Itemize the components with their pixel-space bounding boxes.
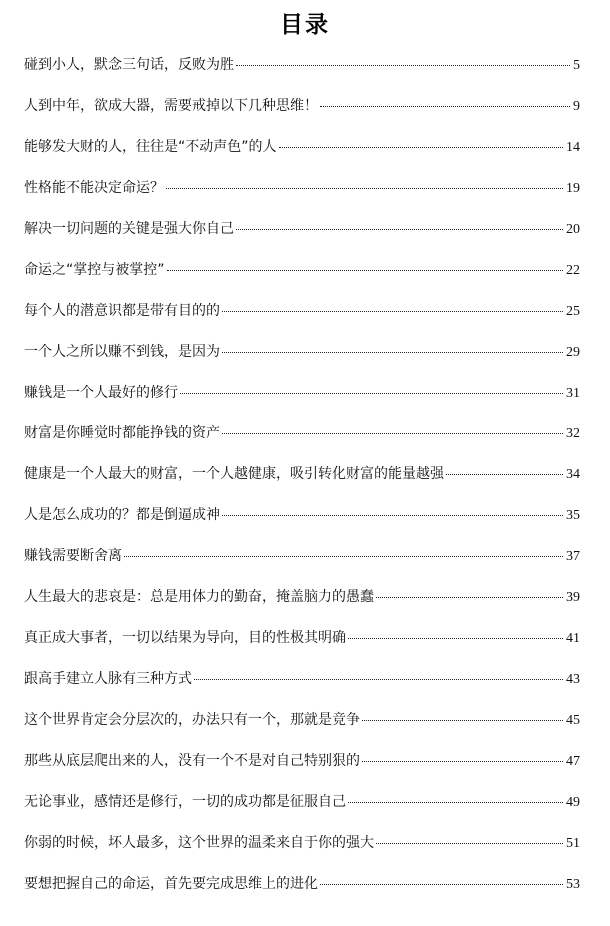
toc-entry-title: 财富是你睡觉时都能挣钱的资产 xyxy=(24,425,220,442)
dot-leader xyxy=(362,761,563,762)
toc-entry[interactable] xyxy=(24,747,580,788)
toc-entry-page-number: 31 xyxy=(566,385,580,401)
toc-entry[interactable] xyxy=(24,51,580,92)
toc-entry-page-number: 51 xyxy=(566,835,580,851)
toc-entry[interactable] xyxy=(24,174,580,215)
toc-entry-page-number: 49 xyxy=(566,794,580,810)
toc-entry-title: 每个人的潜意识都是带有目的的 xyxy=(24,302,220,319)
toc-entry[interactable] xyxy=(24,542,580,583)
toc-entry[interactable] xyxy=(24,215,580,256)
table-of-contents xyxy=(24,51,580,911)
toc-entry-title: 赚钱需要断舍离 xyxy=(24,548,122,565)
toc-entry-page-number: 41 xyxy=(566,631,580,647)
toc-entry[interactable] xyxy=(24,624,580,665)
toc-entry-title: 碰到小人，默念三句话，反败为胜 xyxy=(24,57,234,73)
toc-entry-title: 人是怎么成功的？都是倒逼成神 xyxy=(24,507,220,524)
toc-entry[interactable] xyxy=(24,460,580,501)
toc-entry-title: 跟高手建立人脉有三种方式 xyxy=(24,671,192,688)
toc-entry-page-number: 37 xyxy=(566,549,580,565)
toc-entry-page-number: 53 xyxy=(566,876,580,892)
toc-entry-page-number: 47 xyxy=(566,753,580,769)
dot-leader xyxy=(222,311,563,312)
toc-entry-page-number: 39 xyxy=(566,590,580,606)
dot-leader xyxy=(362,720,563,721)
toc-entry-title: 你弱的时候，坏人最多，这个世界的温柔来自于你的强大 xyxy=(24,834,374,851)
dot-leader xyxy=(320,106,570,107)
toc-entry-title: 能够发大财的人，往往是“不动声色”的人 xyxy=(24,138,277,155)
dot-leader xyxy=(446,474,563,475)
dot-leader xyxy=(236,229,563,230)
toc-entry-title: 真正成大事者，一切以结果为导向，目的性极其明确 xyxy=(24,630,346,647)
toc-entry-page-number: 20 xyxy=(566,221,580,237)
toc-entry[interactable] xyxy=(24,583,580,624)
dot-leader xyxy=(166,188,563,189)
dot-leader xyxy=(167,270,563,271)
toc-entry[interactable] xyxy=(24,133,580,174)
toc-entry-page-number: 14 xyxy=(566,139,580,155)
toc-entry-page-number: 34 xyxy=(566,467,580,483)
dot-leader xyxy=(222,515,563,516)
toc-entry-page-number: 35 xyxy=(566,508,580,524)
dot-leader xyxy=(222,433,563,434)
toc-entry[interactable] xyxy=(24,870,580,911)
toc-entry-title: 要想把握自己的命运，首先要完成思维上的进化 xyxy=(24,875,318,892)
dot-leader xyxy=(279,147,563,148)
toc-entry-title: 性格能不能决定命运？ xyxy=(24,179,164,196)
toc-entry-page-number: 32 xyxy=(566,426,580,442)
toc-entry-title: 这个世界肯定会分层次的，办法只有一个，那就是竞争 xyxy=(24,712,360,728)
page-title: 目录 xyxy=(280,11,330,38)
dot-leader xyxy=(348,638,563,639)
toc-entry-title: 人到中年，欲成大器，需要戒掉以下几种思维！ xyxy=(24,97,318,114)
toc-entry-title: 健康是一个人最大的财富，一个人越健康，吸引转化财富的能量越强 xyxy=(24,466,444,483)
toc-entry-title: 那些从底层爬出来的人，没有一个不是对自己特别狠的 xyxy=(24,752,360,769)
dot-leader xyxy=(180,393,563,394)
toc-entry[interactable] xyxy=(24,665,580,706)
toc-entry-page-number: 29 xyxy=(566,344,580,360)
dot-leader xyxy=(376,597,563,598)
toc-entry[interactable] xyxy=(24,829,580,870)
dot-leader xyxy=(222,352,563,353)
dot-leader xyxy=(320,884,563,885)
toc-entry-page-number: 45 xyxy=(566,713,580,728)
toc-entry-page-number: 5 xyxy=(573,58,580,73)
toc-entry[interactable] xyxy=(24,297,580,338)
toc-entry-page-number: 43 xyxy=(566,672,580,688)
toc-entry-page-number: 19 xyxy=(566,180,580,196)
toc-entry-title: 人生最大的悲哀是：总是用体力的勤奋，掩盖脑力的愚蠢 xyxy=(24,589,374,606)
toc-entry-title: 一个人之所以赚不到钱，是因为 xyxy=(24,343,220,360)
toc-entry[interactable] xyxy=(24,92,580,133)
toc-entry[interactable] xyxy=(24,501,580,542)
toc-entry[interactable] xyxy=(24,706,580,747)
toc-entry-page-number: 25 xyxy=(566,303,580,319)
toc-entry-title: 解决一切问题的关键是强大你自己 xyxy=(24,220,234,237)
toc-entry-title: 无论事业，感情还是修行，一切的成功都是征服自己 xyxy=(24,793,346,810)
dot-leader xyxy=(194,679,563,680)
toc-entry-page-number: 9 xyxy=(573,98,580,114)
dot-leader xyxy=(348,802,563,803)
dot-leader xyxy=(236,65,570,66)
toc-entry[interactable] xyxy=(24,338,580,379)
toc-entry[interactable] xyxy=(24,256,580,297)
toc-entry-title: 命运之“掌控与被掌控” xyxy=(24,261,165,278)
toc-entry-title: 赚钱是一个人最好的修行 xyxy=(24,384,178,401)
toc-entry[interactable] xyxy=(24,379,580,420)
dot-leader xyxy=(124,556,563,557)
toc-entry[interactable] xyxy=(24,788,580,829)
toc-entry-page-number: 22 xyxy=(566,262,580,278)
dot-leader xyxy=(376,843,563,844)
toc-entry[interactable] xyxy=(24,419,580,460)
